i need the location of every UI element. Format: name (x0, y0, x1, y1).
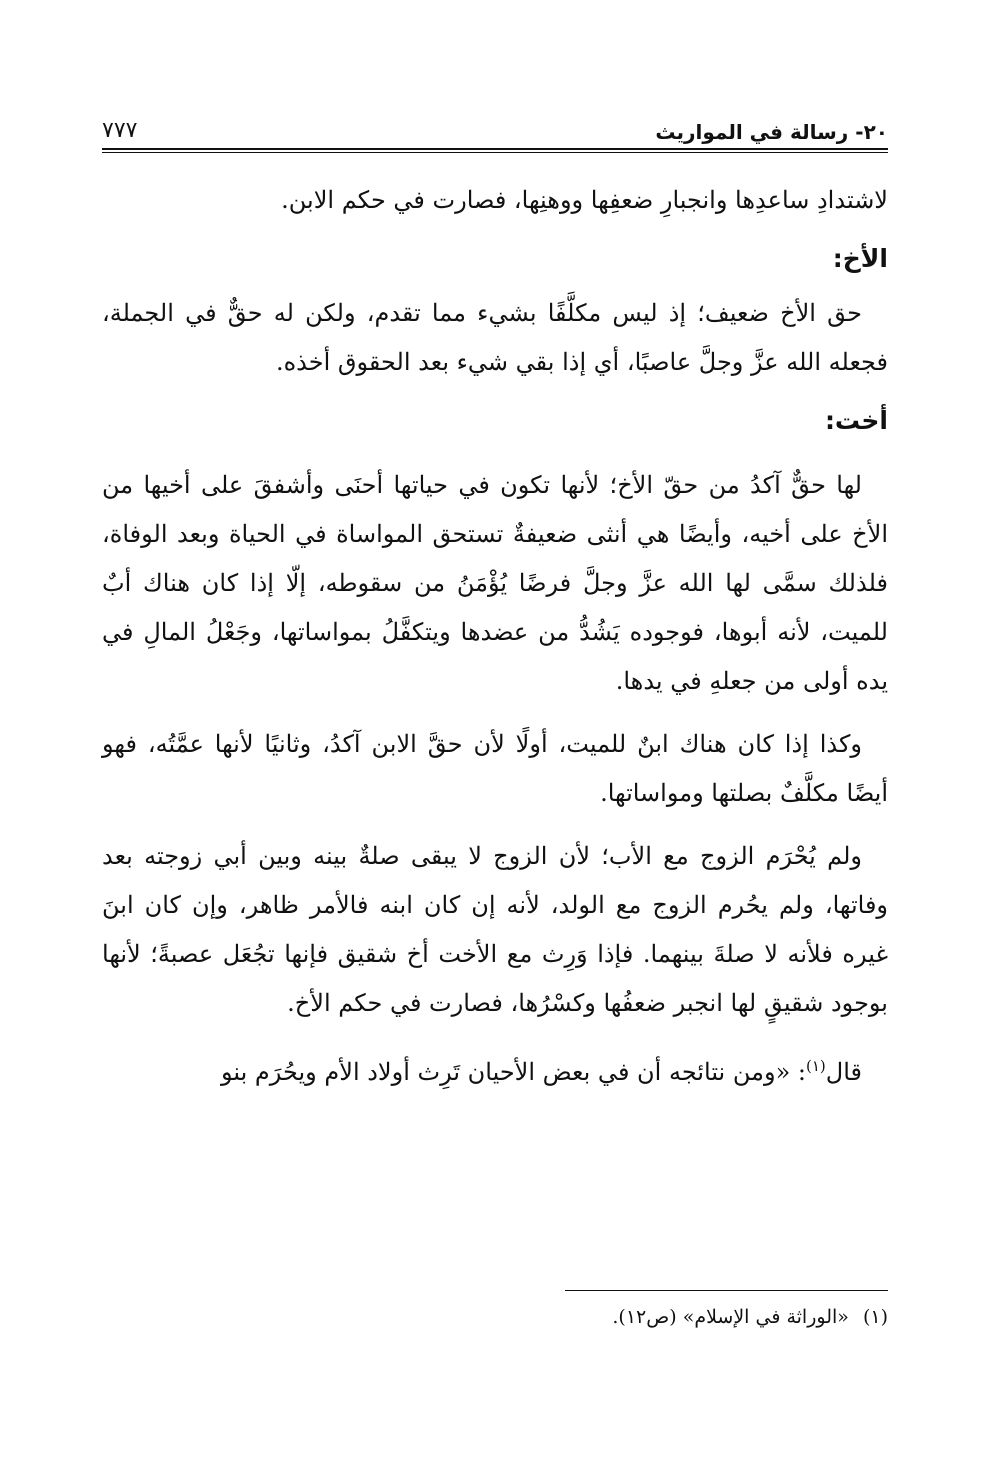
paragraph-6-rest: : «ومن نتائجه أن في بعض الأحيان تَرِث أولاد الأم ويحُرَم بنو (220, 1058, 806, 1086)
paragraph-4: وكذا إذا كان هناك ابنٌ للميت، أولًا لأن حقَّ الابن آكدُ، وثانيًا لأنها عمَّتُه، فهو أيضًا مكلَّفٌ بصلتها ومواساتها. (102, 730, 888, 807)
header-rule-thin (102, 152, 888, 153)
page-header (102, 112, 888, 152)
footnote-rule (565, 1290, 888, 1291)
paragraph-1: لاشتدادِ ساعدِها وانجبارِ ضعفِها ووهنِها، فصارت في حكم الابن. (281, 186, 888, 214)
body-text (102, 176, 888, 1097)
paragraph-2: حق الأخ ضعيف؛ إذ ليس مكلَّفًا بشيء مما تقدم، ولكن له حقٌّ في الجملة، فجعله الله عزَّ وجلَّ عاصبًا، أي إذا بقي شيء بعد الحقوق أخذه. (102, 299, 888, 376)
footnote (102, 1302, 888, 1332)
footnote-mark: (١) (862, 1306, 888, 1328)
heading-brother: الأخ: (832, 244, 888, 273)
footnote-text: «الوراثة في الإسلام» (ص١٢). (612, 1306, 849, 1328)
footnote-reference[interactable]: (١) (805, 1057, 826, 1075)
page-number: ٧٧٧ (102, 118, 138, 143)
paragraph-3: لها حقٌّ آكدُ من حقّ الأخ؛ لأنها تكون في حياتها أحنَى وأشفقَ على أخيها من الأخ على أخيه، وأيضًا هي أنثى ضعيفةٌ تستحق المواساة في الحياة وبعد الوفاة، فلذلك سمَّى لها الله عزَّ وجلَّ فرضًا يُؤْمَنُ من سقوطه، إلّا إذا كان هناك أبٌ للميت، لأنه أبوها، فوجوده يَشُدُّ من عضدها ويتكفَّلُ بمواساتها، وجَعْلُ المالِ في يده أولى من جعلهِ في يدها. (102, 471, 888, 695)
running-title: ٢٠- رسالة في المواريث (655, 120, 888, 144)
heading-sister: أخت: (824, 406, 888, 435)
paragraph-6 (102, 1042, 888, 1097)
header-rule (102, 148, 888, 150)
paragraph-5: ولم يُحْرَم الزوج مع الأب؛ لأن الزوج لا يبقى صلةٌ بينه وبين أبي زوجته بعد وفاتها، ولم يحُرم الزوج مع الولد، لأنه إن كان ابنه فالأمر ظاهر، وإن كان ابنَ غيره فلأنه لا صلةَ بينهما. فإذا وَرِث مع الأخت أخ شقيق فإنها تجُعَل عصبةً؛ لأنها بوجود شقيقٍ لها انجبر ضعفُها وكسْرُها، فصارت في حكم الأخ. (102, 842, 888, 1017)
paragraph-6-lead: قال (825, 1058, 862, 1086)
